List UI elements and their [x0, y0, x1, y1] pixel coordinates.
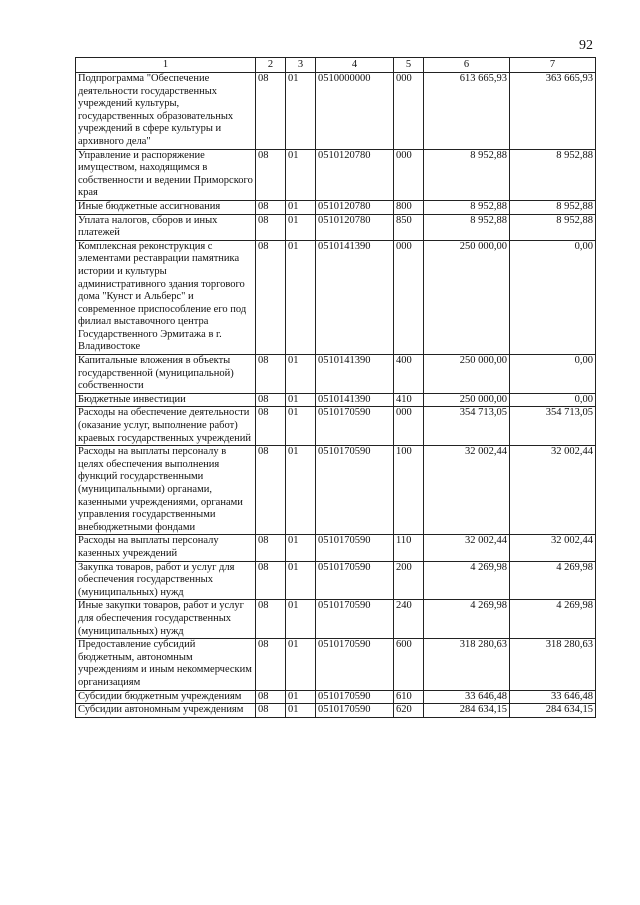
section-cell: 08: [256, 690, 286, 704]
expense-type-cell: 110: [394, 535, 424, 561]
amount-cell-col6: 33 646,48: [424, 690, 510, 704]
page-number: 92: [579, 38, 593, 53]
amount-cell-col7: 32 002,44: [510, 446, 596, 535]
expense-type-cell: 240: [394, 600, 424, 639]
subsection-cell: 01: [286, 355, 316, 394]
expense-type-cell: 850: [394, 214, 424, 240]
row-name-cell: Подпрограмма "Обеспечение деятельности государственных учреждений культуры, государственных образовательных учреждений в сфере культуры и архивного дела": [76, 73, 256, 150]
target-article-cell: 0510141390: [316, 393, 394, 407]
section-cell: 08: [256, 639, 286, 690]
subsection-cell: 01: [286, 535, 316, 561]
table-row: [76, 535, 596, 561]
column-header: 3: [286, 58, 316, 73]
amount-cell-col7: 33 646,48: [510, 690, 596, 704]
column-header: 7: [510, 58, 596, 73]
table-row: [76, 704, 596, 718]
table-row: [76, 639, 596, 690]
expense-type-cell: 000: [394, 149, 424, 200]
section-cell: 08: [256, 240, 286, 354]
table-row: [76, 446, 596, 535]
amount-cell-col7: 318 280,63: [510, 639, 596, 690]
row-name-cell: Закупка товаров, работ и услуг для обеспечения государственных (муниципальных) нужд: [76, 561, 256, 600]
amount-cell-col6: 4 269,98: [424, 600, 510, 639]
amount-cell-col7: 8 952,88: [510, 149, 596, 200]
amount-cell-col6: 8 952,88: [424, 214, 510, 240]
row-name-cell: Расходы на выплаты персоналу казенных учреждений: [76, 535, 256, 561]
section-cell: 08: [256, 600, 286, 639]
table-row: [76, 200, 596, 214]
amount-cell-col6: 8 952,88: [424, 200, 510, 214]
subsection-cell: 01: [286, 73, 316, 150]
row-name-cell: Расходы на выплаты персоналу в целях обеспечения выполнения функций государственными (муниципальными) органами, казенными учреждениями, органами управления государственными внебюджетными фондами: [76, 446, 256, 535]
target-article-cell: 0510170590: [316, 561, 394, 600]
column-header: 6: [424, 58, 510, 73]
amount-cell-col7: 8 952,88: [510, 214, 596, 240]
amount-cell-col6: 284 634,15: [424, 704, 510, 718]
section-cell: 08: [256, 535, 286, 561]
section-cell: 08: [256, 561, 286, 600]
table-row: [76, 407, 596, 446]
row-name-cell: Предоставление субсидий бюджетным, автономным учреждениям и иным некоммерческим организациям: [76, 639, 256, 690]
section-cell: 08: [256, 446, 286, 535]
table-row: [76, 214, 596, 240]
subsection-cell: 01: [286, 704, 316, 718]
table-row: [76, 149, 596, 200]
subsection-cell: 01: [286, 393, 316, 407]
target-article-cell: 0510141390: [316, 240, 394, 354]
amount-cell-col7: 8 952,88: [510, 200, 596, 214]
amount-cell-col6: 250 000,00: [424, 240, 510, 354]
table-row: [76, 355, 596, 394]
expense-type-cell: 000: [394, 407, 424, 446]
expense-type-cell: 400: [394, 355, 424, 394]
subsection-cell: 01: [286, 214, 316, 240]
amount-cell-col7: 4 269,98: [510, 600, 596, 639]
subsection-cell: 01: [286, 407, 316, 446]
row-name-cell: Уплата налогов, сборов и иных платежей: [76, 214, 256, 240]
expense-type-cell: 000: [394, 240, 424, 354]
row-name-cell: Управление и распоряжение имуществом, находящимся в собственности и ведении Приморского края: [76, 149, 256, 200]
expense-type-cell: 100: [394, 446, 424, 535]
target-article-cell: 0510120780: [316, 149, 394, 200]
expense-type-cell: 000: [394, 73, 424, 150]
column-header: 1: [76, 58, 256, 73]
section-cell: 08: [256, 355, 286, 394]
section-cell: 08: [256, 149, 286, 200]
subsection-cell: 01: [286, 446, 316, 535]
table-row: [76, 73, 596, 150]
section-cell: 08: [256, 393, 286, 407]
row-name-cell: Расходы на обеспечение деятельности (оказание услуг, выполнение работ) краевых государственных учреждений: [76, 407, 256, 446]
column-header: 2: [256, 58, 286, 73]
table-header-row: [76, 58, 596, 73]
section-cell: 08: [256, 214, 286, 240]
amount-cell-col7: 354 713,05: [510, 407, 596, 446]
section-cell: 08: [256, 704, 286, 718]
expense-type-cell: 620: [394, 704, 424, 718]
row-name-cell: Субсидии автономным учреждениям: [76, 704, 256, 718]
target-article-cell: 0510170590: [316, 600, 394, 639]
section-cell: 08: [256, 200, 286, 214]
target-article-cell: 0510170590: [316, 639, 394, 690]
expense-type-cell: 200: [394, 561, 424, 600]
amount-cell-col6: 4 269,98: [424, 561, 510, 600]
row-name-cell: Иные бюджетные ассигнования: [76, 200, 256, 214]
expense-type-cell: 600: [394, 639, 424, 690]
target-article-cell: 0510141390: [316, 355, 394, 394]
target-article-cell: 0510120780: [316, 200, 394, 214]
amount-cell-col6: 250 000,00: [424, 355, 510, 394]
amount-cell-col7: 0,00: [510, 240, 596, 354]
amount-cell-col6: 8 952,88: [424, 149, 510, 200]
amount-cell-col6: 32 002,44: [424, 446, 510, 535]
amount-cell-col7: 4 269,98: [510, 561, 596, 600]
target-article-cell: 0510170590: [316, 704, 394, 718]
subsection-cell: 01: [286, 200, 316, 214]
table-row: [76, 240, 596, 354]
table-row: [76, 600, 596, 639]
target-article-cell: 0510170590: [316, 407, 394, 446]
expense-type-cell: 800: [394, 200, 424, 214]
table-row: [76, 561, 596, 600]
table-row: [76, 393, 596, 407]
target-article-cell: 0510170590: [316, 535, 394, 561]
section-cell: 08: [256, 407, 286, 446]
table-body: [76, 73, 596, 718]
expense-type-cell: 610: [394, 690, 424, 704]
subsection-cell: 01: [286, 561, 316, 600]
amount-cell-col6: 32 002,44: [424, 535, 510, 561]
subsection-cell: 01: [286, 639, 316, 690]
amount-cell-col7: 32 002,44: [510, 535, 596, 561]
section-cell: 08: [256, 73, 286, 150]
row-name-cell: Комплексная реконструкция с элементами реставрации памятника истории и культуры административного здания торгового дома "Кунст и Альберс" и современное приспособление его под филиал выставочного центра Государственного Эрмитажа в г. Владивостоке: [76, 240, 256, 354]
amount-cell-col7: 363 665,93: [510, 73, 596, 150]
amount-cell-col6: 354 713,05: [424, 407, 510, 446]
column-header: 4: [316, 58, 394, 73]
amount-cell-col6: 613 665,93: [424, 73, 510, 150]
amount-cell-col7: 0,00: [510, 393, 596, 407]
budget-table: [75, 57, 596, 718]
expense-type-cell: 410: [394, 393, 424, 407]
subsection-cell: 01: [286, 690, 316, 704]
target-article-cell: 0510000000: [316, 73, 394, 150]
target-article-cell: 0510120780: [316, 214, 394, 240]
row-name-cell: Капитальные вложения в объекты государственной (муниципальной) собственности: [76, 355, 256, 394]
amount-cell-col7: 0,00: [510, 355, 596, 394]
row-name-cell: Субсидии бюджетным учреждениям: [76, 690, 256, 704]
target-article-cell: 0510170590: [316, 690, 394, 704]
target-article-cell: 0510170590: [316, 446, 394, 535]
subsection-cell: 01: [286, 600, 316, 639]
amount-cell-col7: 284 634,15: [510, 704, 596, 718]
subsection-cell: 01: [286, 149, 316, 200]
amount-cell-col6: 250 000,00: [424, 393, 510, 407]
subsection-cell: 01: [286, 240, 316, 354]
row-name-cell: Бюджетные инвестиции: [76, 393, 256, 407]
table-row: [76, 690, 596, 704]
row-name-cell: Иные закупки товаров, работ и услуг для обеспечения государственных (муниципальных) нужд: [76, 600, 256, 639]
column-header: 5: [394, 58, 424, 73]
amount-cell-col6: 318 280,63: [424, 639, 510, 690]
